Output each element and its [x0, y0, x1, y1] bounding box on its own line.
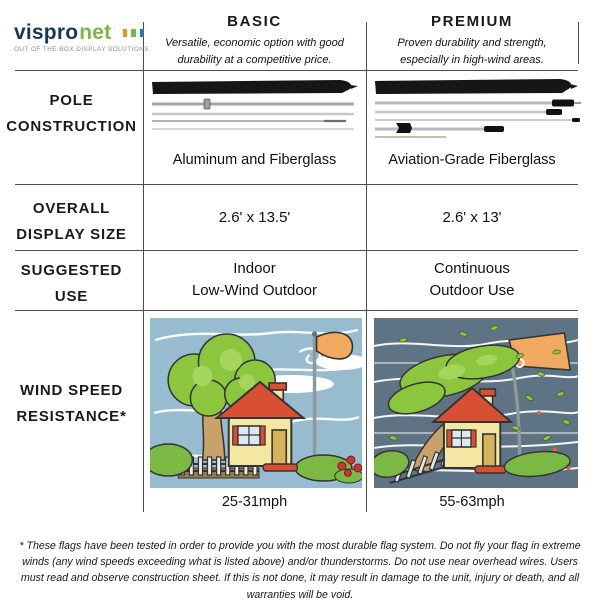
basic-display-size: 2.6' x 13.5'	[218, 209, 291, 226]
premium-display-size: 2.6' x 13'	[442, 209, 502, 226]
shutter	[260, 426, 265, 445]
logo-square-green-icon	[131, 29, 135, 37]
disclaimer-footnote: * These flags have been tested in order to provide you with the most durable flag system. Do not fly your flag in extreme winds (any wind speeds exceeding what is listed above) and/or thunderstorms. Do not use near overhead wires. Users must read and observe construction sheet. If this is not done, it may result in damage to the unit, injury or death, and all warranties will be void.	[19, 539, 581, 600]
step	[475, 466, 506, 473]
column-border-right	[578, 22, 579, 64]
shutter	[471, 430, 476, 447]
premium-suggested-use: Continuous Outdoor Use	[429, 260, 515, 299]
pole-black-tip	[572, 118, 580, 122]
pole-black-tip	[484, 126, 504, 132]
pole-joint-clip	[204, 99, 210, 109]
vispronet-logo	[14, 21, 150, 53]
pole-black-tip	[552, 100, 574, 107]
logo-square-orange-icon	[123, 29, 127, 37]
basic-description: Versatile, economic option with good durability at a competitive price.	[165, 37, 344, 66]
carry-bag	[375, 79, 571, 94]
logo-text-secondary: net	[79, 21, 112, 44]
door	[483, 434, 496, 468]
row-divider-3	[15, 250, 578, 251]
premium-title: PREMIUM	[430, 13, 514, 30]
basic-pole-kit-image	[148, 76, 362, 148]
basic-pole-caption: Aluminum and Fiberglass	[172, 152, 337, 168]
row-divider-2	[15, 184, 578, 185]
calm-wind-scene-illustration	[150, 318, 362, 488]
row-label-suggested-use: SUGGESTED USE	[20, 262, 123, 305]
logo-trademark: ˙	[113, 29, 116, 36]
flag	[317, 332, 353, 359]
logo-tagline: OUT OF THE BOX DISPLAY SOLUTIONS	[14, 46, 150, 53]
row-divider-4	[15, 310, 578, 311]
row-divider-1	[15, 70, 578, 71]
basic-wind-speed: 25-31mph	[221, 494, 288, 510]
step	[263, 464, 297, 471]
row-label-wind-speed: WIND SPEED RESISTANCE*	[16, 382, 127, 425]
row-label-display-size: OVERALL DISPLAY SIZE	[16, 200, 127, 243]
premium-description: Proven durability and strength, especially in high-wind areas.	[397, 37, 547, 66]
row-label-pole-construction: POLE CONSTRUCTION	[6, 92, 137, 135]
basic-title: BASIC	[227, 13, 282, 30]
logo-text-primary: vispro	[14, 21, 79, 44]
door	[272, 430, 286, 466]
storm-wind-scene-illustration	[374, 318, 578, 488]
basic-suggested-use: Indoor Low-Wind Outdoor	[191, 260, 318, 299]
premium-wind-speed: 55-63mph	[439, 494, 505, 510]
header-premium	[366, 13, 578, 68]
premium-pole-caption: Aviation-Grade Fiberglass	[388, 152, 556, 168]
bush	[150, 444, 192, 476]
shutter	[233, 426, 238, 445]
flying-flag	[509, 333, 570, 370]
pole-black-tip	[546, 109, 562, 115]
carry-bag	[152, 80, 351, 94]
premium-pole-kit-image	[372, 76, 582, 148]
shutter	[447, 430, 452, 447]
header-basic	[143, 13, 366, 68]
